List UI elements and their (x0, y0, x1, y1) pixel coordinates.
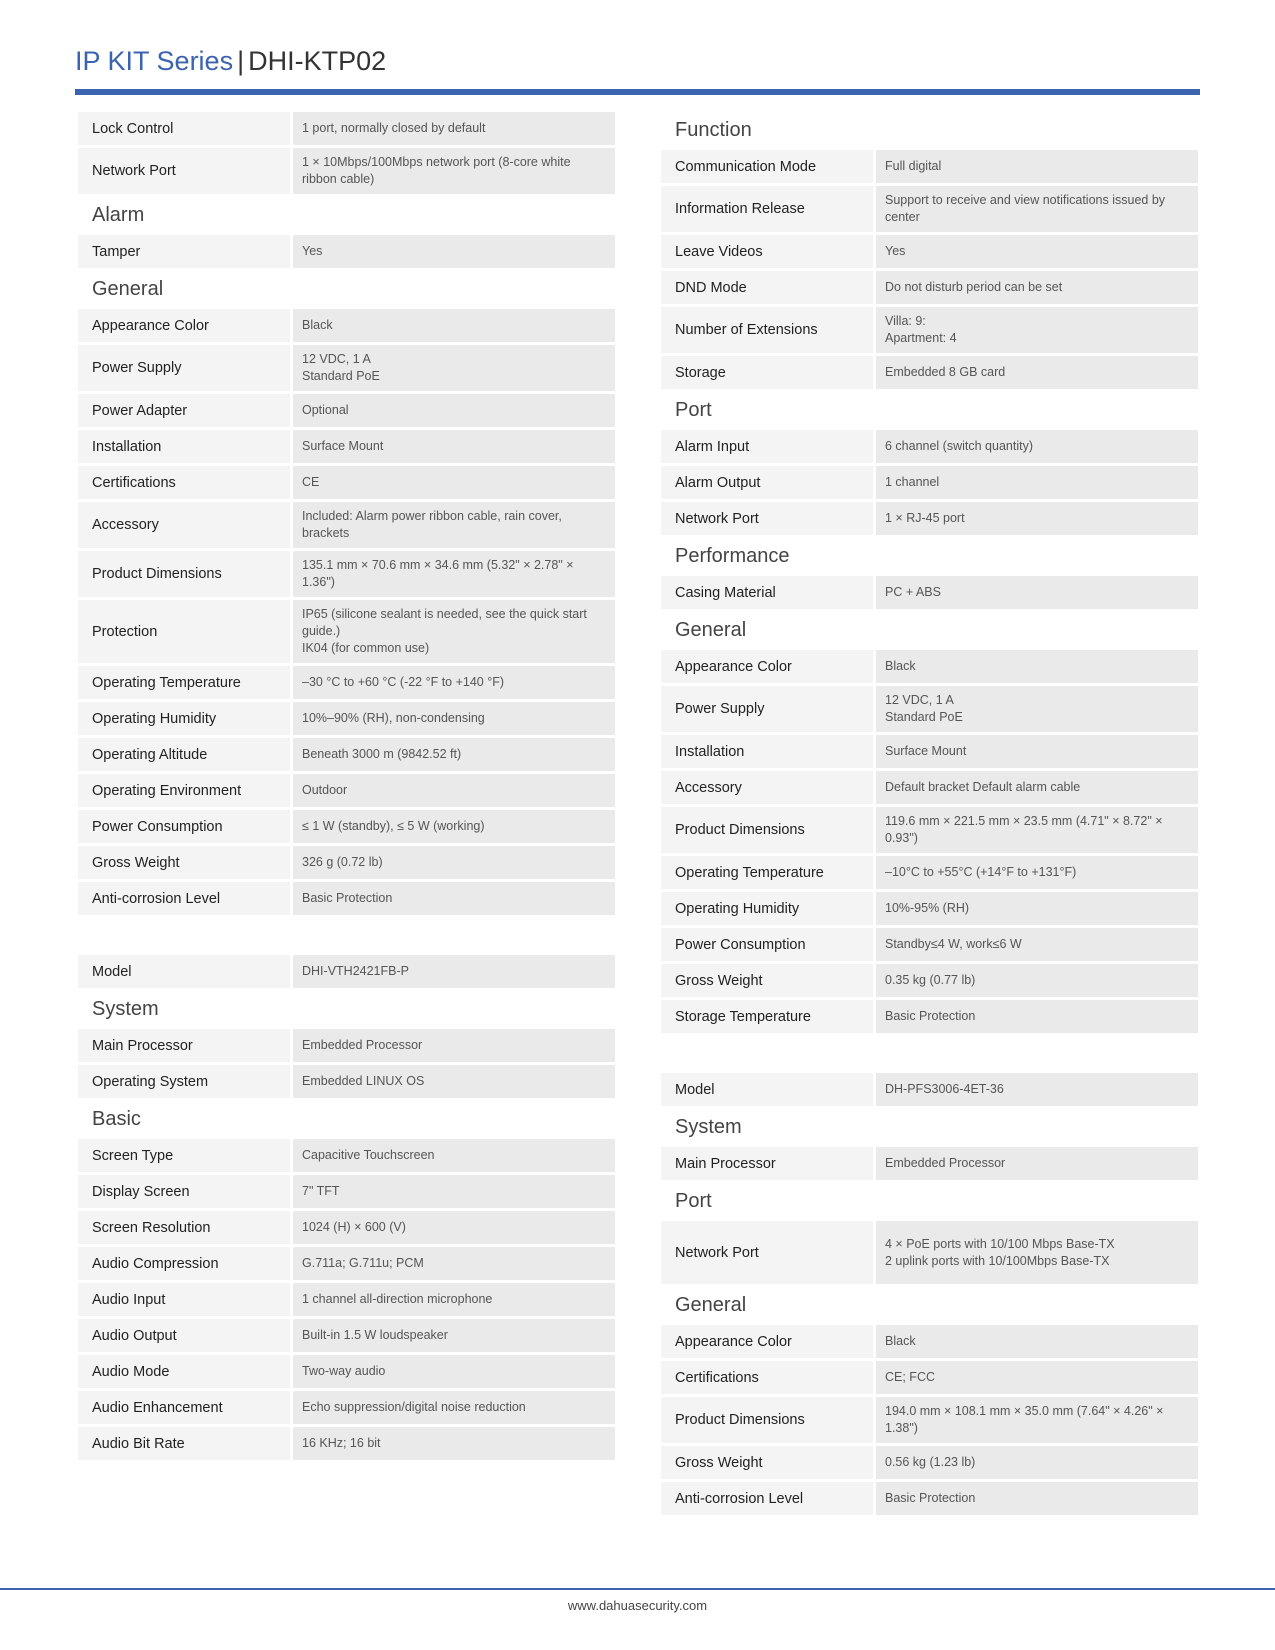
spec-label: Alarm Output (661, 466, 873, 499)
spec-value: 0.35 kg (0.77 lb) (876, 964, 1198, 997)
spec-value: Optional (293, 394, 615, 427)
spec-value: 12 VDC, 1 A Standard PoE (293, 345, 615, 391)
spec-value: 326 g (0.72 lb) (293, 846, 615, 879)
spec-value: 1 × 10Mbps/100Mbps network port (8-core white ribbon cable) (293, 148, 615, 194)
section-title-alarm: Alarm (92, 204, 145, 226)
spec-value: 1024 (H) × 600 (V) (293, 1211, 615, 1244)
spec-value: Black (876, 1325, 1198, 1358)
left-column (78, 112, 615, 1463)
spec-label: Casing Material (661, 576, 873, 609)
spec-group (78, 235, 615, 268)
spec-row (661, 150, 1198, 183)
spec-group (78, 309, 615, 915)
spec-label: Product Dimensions (661, 1397, 873, 1443)
section-title-general: General (92, 278, 164, 300)
spec-row (661, 271, 1198, 304)
spec-row (78, 810, 615, 843)
spec-group (78, 955, 615, 988)
section-title-basic: Basic (92, 1108, 141, 1130)
spec-label: Accessory (661, 771, 873, 804)
spec-value: 194.0 mm × 108.1 mm × 35.0 mm (7.64" × 4.26" × 1.38") (876, 1397, 1198, 1443)
kit-model: DHI-KTP02 (248, 46, 387, 76)
spec-value: 10%–90% (RH), non-condensing (293, 702, 615, 735)
spec-label: Operating Environment (78, 774, 290, 807)
spec-label: Accessory (78, 502, 290, 548)
spec-label: Appearance Color (661, 1325, 873, 1358)
spec-value: Two-way audio (293, 1355, 615, 1388)
spec-value: 7" TFT (293, 1175, 615, 1208)
spec-label: Display Screen (78, 1175, 290, 1208)
spec-row (78, 1391, 615, 1424)
section-title-system: System (675, 1116, 742, 1138)
section-title-system: System (92, 998, 159, 1020)
spec-value: Black (293, 309, 615, 342)
spec-row (78, 1355, 615, 1388)
spec-value: Embedded Processor (293, 1029, 615, 1062)
spec-row (78, 1029, 615, 1062)
spec-value: Default bracket Default alarm cable (876, 771, 1198, 804)
series-title: IP KIT Series (75, 46, 234, 76)
spec-row (661, 466, 1198, 499)
spec-label: Audio Compression (78, 1247, 290, 1280)
spec-label: DND Mode (661, 271, 873, 304)
spec-value: Capacitive Touchscreen (293, 1139, 615, 1172)
spec-row (661, 964, 1198, 997)
spec-label: Product Dimensions (661, 807, 873, 853)
spec-label: Power Supply (661, 686, 873, 732)
spec-label: Power Consumption (78, 810, 290, 843)
spec-row (78, 309, 615, 342)
spec-value: DHI-VTH2421FB-P (293, 955, 615, 988)
spec-label: Operating Humidity (78, 702, 290, 735)
spec-row (661, 356, 1198, 389)
spec-label: Model (661, 1073, 873, 1106)
spec-row (78, 738, 615, 771)
footer-rule (0, 1588, 1275, 1590)
right-column (661, 112, 1198, 1518)
spec-row (78, 600, 615, 663)
spec-value: 6 channel (switch quantity) (876, 430, 1198, 463)
spec-value: 16 KHz; 16 bit (293, 1427, 615, 1460)
spec-row (78, 466, 615, 499)
section-title-general: General (675, 619, 747, 641)
spec-value: 1 × RJ-45 port (876, 502, 1198, 535)
spec-value: Embedded 8 GB card (876, 356, 1198, 389)
spec-value: Yes (876, 235, 1198, 268)
spec-value: Full digital (876, 150, 1198, 183)
spec-row (78, 394, 615, 427)
spec-value: Villa: 9: Apartment: 4 (876, 307, 1198, 353)
spec-label: Power Supply (78, 345, 290, 391)
spec-value: 119.6 mm × 221.5 mm × 23.5 mm (4.71" × 8.72" × 0.93") (876, 807, 1198, 853)
spec-label: Certifications (661, 1361, 873, 1394)
spec-label: Operating Temperature (661, 856, 873, 889)
spec-row (661, 1482, 1198, 1515)
spec-row (78, 1319, 615, 1352)
spec-row (661, 650, 1198, 683)
section-title-general: General (675, 1294, 747, 1316)
spec-label: Number of Extensions (661, 307, 873, 353)
spec-label: Product Dimensions (78, 551, 290, 597)
spec-value: Echo suppression/digital noise reduction (293, 1391, 615, 1424)
spec-group (78, 1139, 615, 1460)
spec-row (78, 1247, 615, 1280)
section-title-port: Port (675, 1190, 712, 1212)
spec-value: G.711a; G.711u; PCM (293, 1247, 615, 1280)
spec-label: Power Consumption (661, 928, 873, 961)
spec-label: Storage (661, 356, 873, 389)
spec-row (661, 1147, 1198, 1180)
spec-label: Leave Videos (661, 235, 873, 268)
spec-value: 0.56 kg (1.23 lb) (876, 1446, 1198, 1479)
title-separator: | (237, 46, 245, 76)
spec-value: 12 VDC, 1 A Standard PoE (876, 686, 1198, 732)
spec-row (661, 430, 1198, 463)
spec-row (78, 148, 615, 194)
spec-label: Operating Temperature (78, 666, 290, 699)
spec-group (661, 650, 1198, 1033)
spec-value: DH-PFS3006-4ET-36 (876, 1073, 1198, 1106)
spec-group (661, 150, 1198, 389)
spec-row (78, 430, 615, 463)
header-rule (75, 89, 1200, 95)
spec-value: Standby≤4 W, work≤6 W (876, 928, 1198, 961)
spec-label: Storage Temperature (661, 1000, 873, 1033)
footer-url[interactable]: www.dahuasecurity.com (567, 1598, 708, 1613)
page-header (75, 46, 386, 77)
spec-label: Lock Control (78, 112, 290, 145)
spec-value: –10°C to +55°C (+14°F to +131°F) (876, 856, 1198, 889)
spec-value: Do not disturb period can be set (876, 271, 1198, 304)
spec-value: 1 channel all-direction microphone (293, 1283, 615, 1316)
spec-label: Tamper (78, 235, 290, 268)
spec-row (661, 186, 1198, 232)
spec-row (78, 702, 615, 735)
spec-value: Yes (293, 235, 615, 268)
spec-label: Anti-corrosion Level (78, 882, 290, 915)
spec-row (661, 856, 1198, 889)
spec-value: CE; FCC (876, 1361, 1198, 1394)
spec-label: Audio Mode (78, 1355, 290, 1388)
spec-row (78, 1175, 615, 1208)
spec-label: Alarm Input (661, 430, 873, 463)
spec-row (78, 112, 615, 145)
spec-label: Audio Input (78, 1283, 290, 1316)
spec-value: Included: Alarm power ribbon cable, rain cover, brackets (293, 502, 615, 548)
spec-value: Black (876, 650, 1198, 683)
spec-value: Built-in 1.5 W loudspeaker (293, 1319, 615, 1352)
spec-value: –30 °C to +60 °C (-22 °F to +140 °F) (293, 666, 615, 699)
spec-label: Appearance Color (661, 650, 873, 683)
spec-value: Basic Protection (876, 1000, 1198, 1033)
spec-group (661, 430, 1198, 535)
spec-row (78, 774, 615, 807)
spec-value: Surface Mount (293, 430, 615, 463)
spec-row (661, 502, 1198, 535)
spec-row (661, 1446, 1198, 1479)
spec-value: Surface Mount (876, 735, 1198, 768)
spec-label: Main Processor (78, 1029, 290, 1062)
spec-group (78, 112, 615, 194)
spacer (78, 918, 615, 955)
spec-row (661, 1073, 1198, 1106)
spec-row (78, 1283, 615, 1316)
spec-value: Beneath 3000 m (9842.52 ft) (293, 738, 615, 771)
spec-row (661, 928, 1198, 961)
spec-label: Operating Humidity (661, 892, 873, 925)
spec-label: Screen Resolution (78, 1211, 290, 1244)
spec-row (78, 882, 615, 915)
section-title-port: Port (675, 399, 712, 421)
spec-group (661, 1325, 1198, 1515)
spec-value: 1 port, normally closed by default (293, 112, 615, 145)
spec-value: Outdoor (293, 774, 615, 807)
spec-label: Network Port (661, 1221, 873, 1284)
spec-row (78, 345, 615, 391)
spec-value: Basic Protection (293, 882, 615, 915)
spec-label: Audio Output (78, 1319, 290, 1352)
spec-value: ≤ 1 W (standby), ≤ 5 W (working) (293, 810, 615, 843)
spec-value: 135.1 mm × 70.6 mm × 34.6 mm (5.32" × 2.78" × 1.36") (293, 551, 615, 597)
spec-row (78, 1139, 615, 1172)
spec-label: Network Port (78, 148, 290, 194)
spec-value: PC + ABS (876, 576, 1198, 609)
spec-label: Gross Weight (78, 846, 290, 879)
spec-label: Operating Altitude (78, 738, 290, 771)
spec-row (78, 846, 615, 879)
spec-label: Network Port (661, 502, 873, 535)
spec-label: Appearance Color (78, 309, 290, 342)
spec-value: Embedded Processor (876, 1147, 1198, 1180)
spec-row (661, 576, 1198, 609)
spec-label: Audio Bit Rate (78, 1427, 290, 1460)
spec-label: Certifications (78, 466, 290, 499)
spec-value: Embedded LINUX OS (293, 1065, 615, 1098)
spec-label: Operating System (78, 1065, 290, 1098)
spec-value: Basic Protection (876, 1482, 1198, 1515)
spec-row (78, 502, 615, 548)
spec-row (78, 551, 615, 597)
spec-row (661, 1361, 1198, 1394)
spec-group (78, 1029, 615, 1098)
spec-label: Main Processor (661, 1147, 873, 1180)
spec-label: Installation (661, 735, 873, 768)
spec-row (78, 235, 615, 268)
spec-value: CE (293, 466, 615, 499)
spec-label: Screen Type (78, 1139, 290, 1172)
spec-label: Gross Weight (661, 964, 873, 997)
spacer (661, 1036, 1198, 1073)
spec-row (661, 1325, 1198, 1358)
spec-row (661, 307, 1198, 353)
spec-label: Anti-corrosion Level (661, 1482, 873, 1515)
spec-label: Protection (78, 600, 290, 663)
spec-row (78, 1427, 615, 1460)
spec-group (661, 576, 1198, 609)
spec-value: IP65 (silicone sealant is needed, see the quick start guide.) IK04 (for common use) (293, 600, 615, 663)
spec-row (661, 235, 1198, 268)
spec-row (78, 1065, 615, 1098)
section-title-function: Function (675, 119, 752, 141)
spec-row (78, 955, 615, 988)
spec-value: Support to receive and view notifications issued by center (876, 186, 1198, 232)
spec-label: Information Release (661, 186, 873, 232)
spec-row (78, 1211, 615, 1244)
spec-row (661, 892, 1198, 925)
spec-row (661, 1000, 1198, 1033)
spec-label: Gross Weight (661, 1446, 873, 1479)
spec-group (661, 1073, 1198, 1106)
spec-row (661, 1397, 1198, 1443)
spec-value: 1 channel (876, 466, 1198, 499)
spec-value: 10%-95% (RH) (876, 892, 1198, 925)
spec-label: Audio Enhancement (78, 1391, 290, 1424)
spec-group (661, 1221, 1198, 1284)
section-title-performance: Performance (675, 545, 790, 567)
spec-label: Communication Mode (661, 150, 873, 183)
spec-group (661, 1147, 1198, 1180)
spec-label: Installation (78, 430, 290, 463)
spec-row (78, 666, 615, 699)
spec-row (661, 771, 1198, 804)
spec-row (661, 1221, 1198, 1284)
spec-row (661, 807, 1198, 853)
spec-label: Power Adapter (78, 394, 290, 427)
spec-row (661, 735, 1198, 768)
spec-value: 4 × PoE ports with 10/100 Mbps Base-TX 2 uplink ports with 10/100Mbps Base-TX (876, 1221, 1198, 1284)
spec-row (661, 686, 1198, 732)
spec-label: Model (78, 955, 290, 988)
